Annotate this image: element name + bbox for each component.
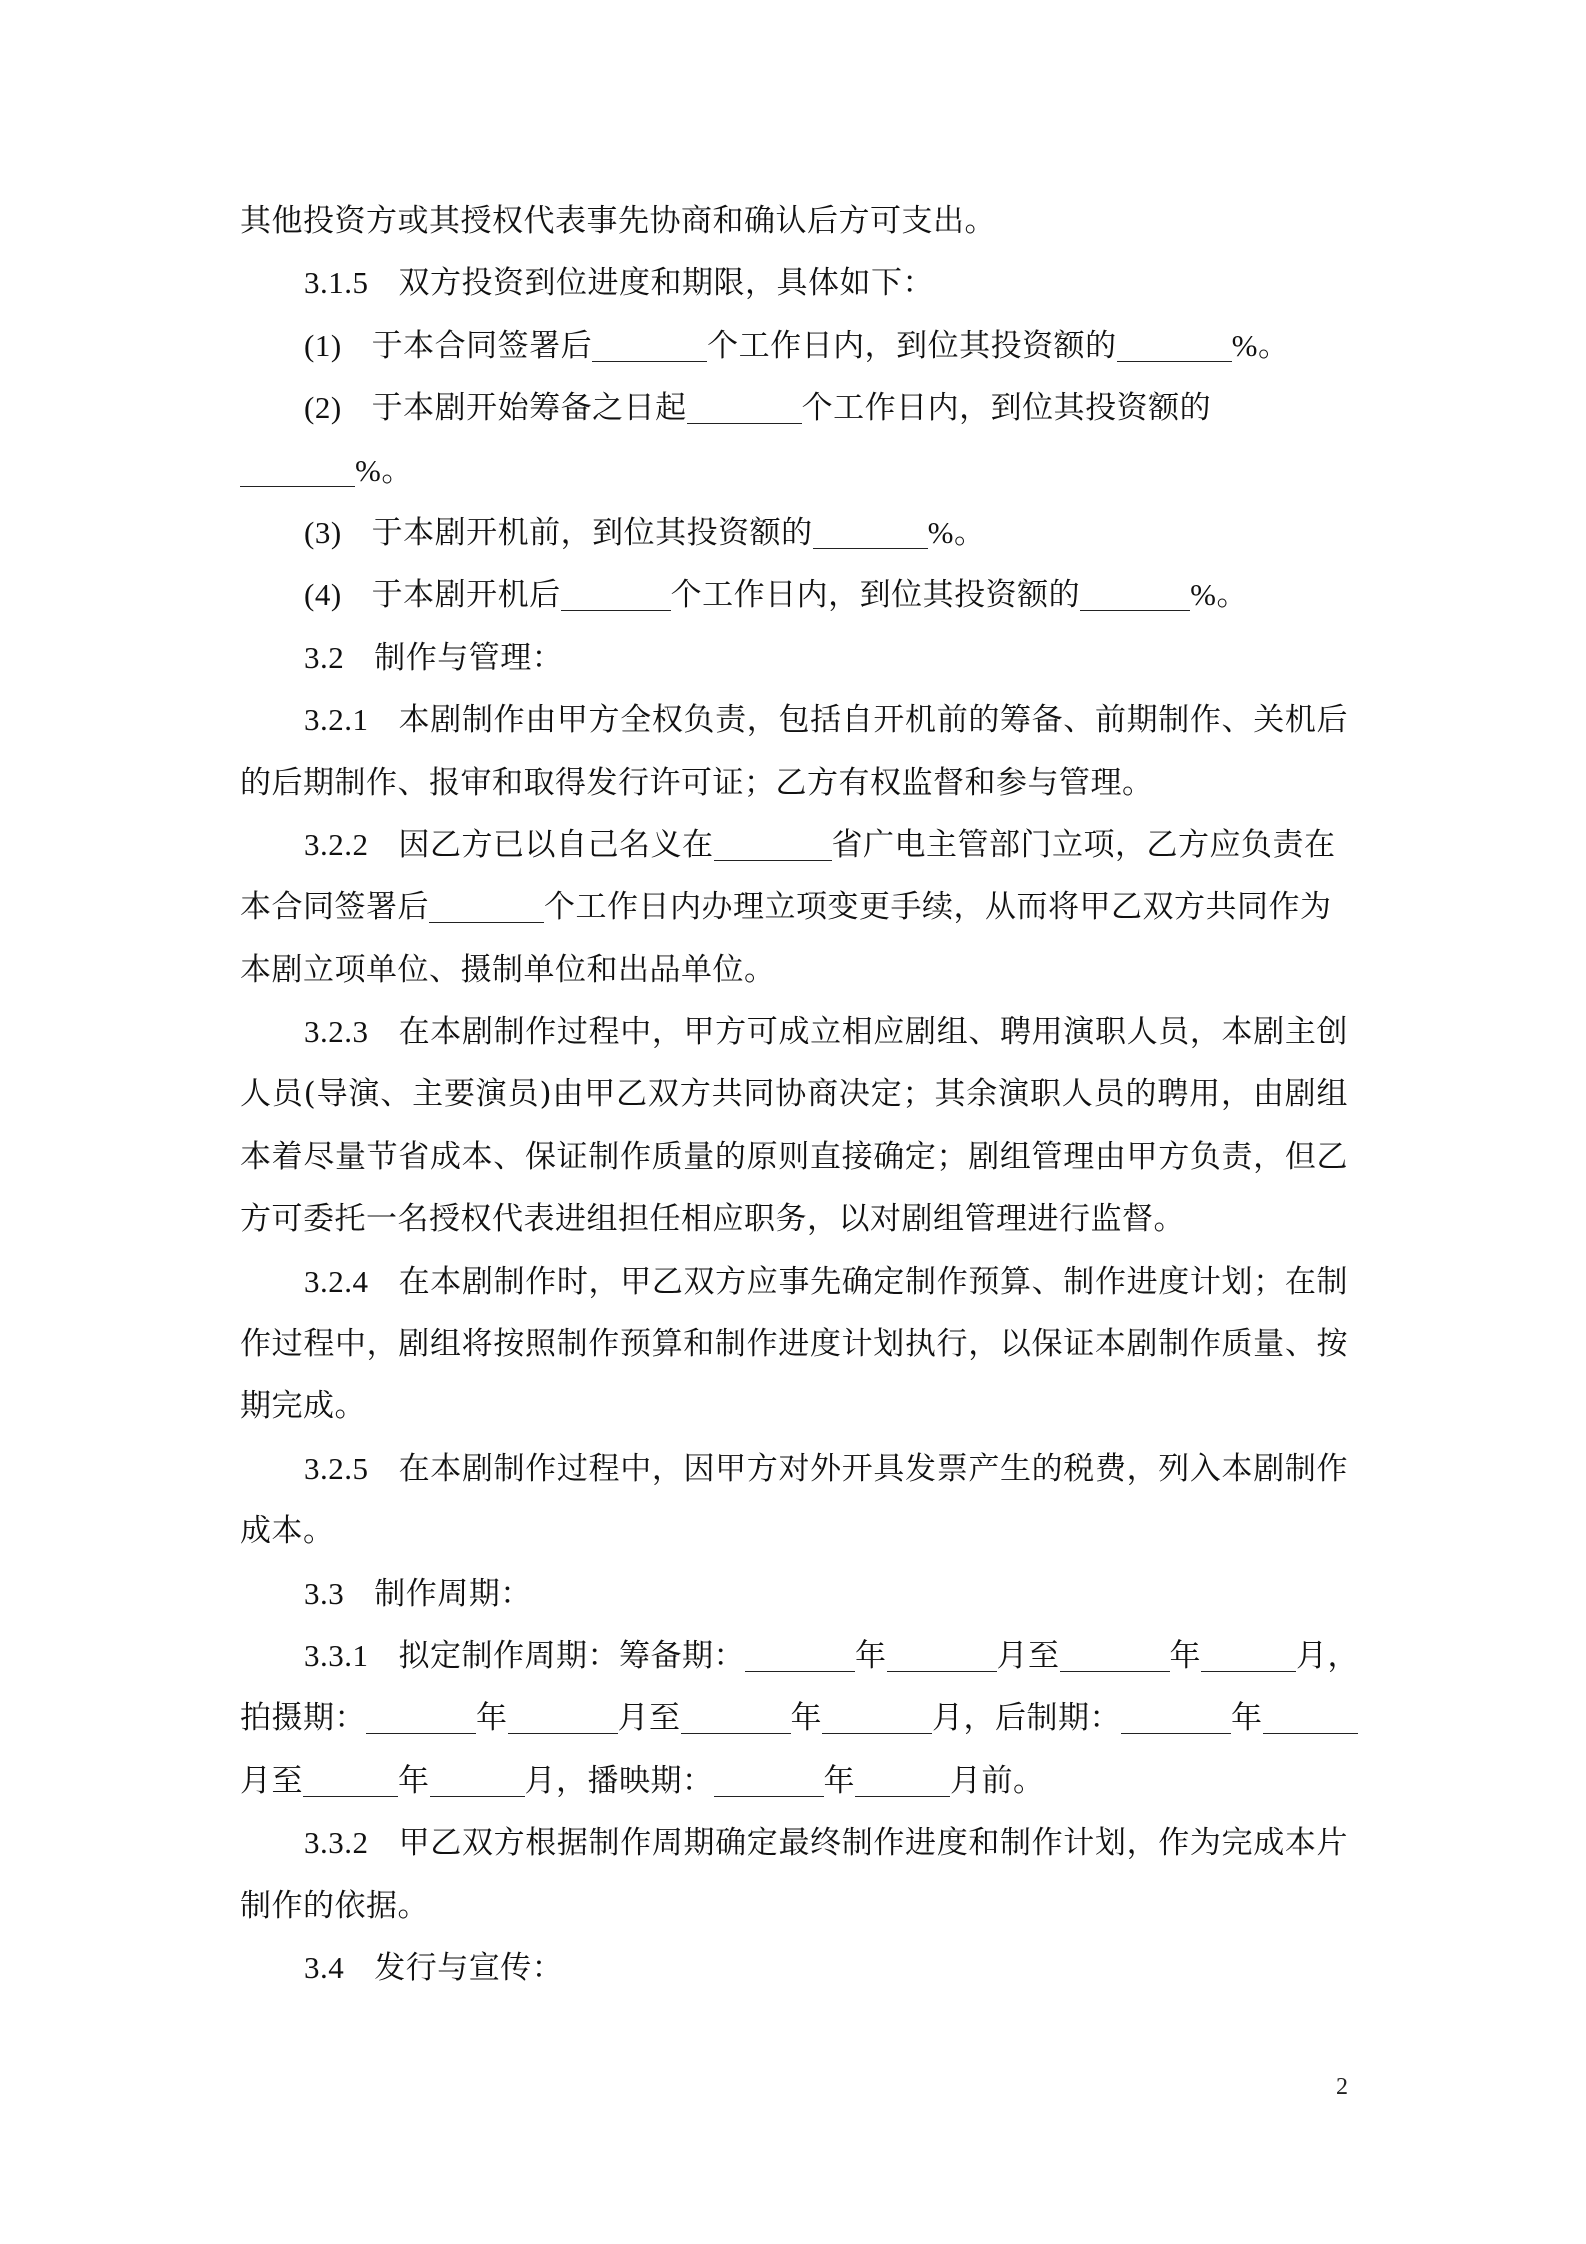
- clause-3-2-3: [240, 1001, 1348, 1063]
- blank-field[interactable]: [714, 824, 832, 861]
- clause-3-2-5: [240, 1438, 1348, 1500]
- clause-number: 3.2.2: [304, 826, 369, 862]
- text: 于本剧开始筹备之日起: [371, 390, 687, 427]
- blank-field[interactable]: [1263, 1697, 1358, 1734]
- blank-field[interactable]: [508, 1697, 618, 1734]
- blank-field[interactable]: [887, 1635, 997, 1672]
- clause-3-2-1: [240, 689, 1348, 751]
- text: 其他投资方或其授权代表事先协商和确认后方可支出。: [240, 203, 996, 239]
- text: 本剧立项单位、摄制单位和出品单位。: [240, 951, 776, 988]
- blank-field[interactable]: [681, 1697, 791, 1734]
- clause-3-2-4: [240, 1251, 1348, 1313]
- text: 甲乙双方根据制作周期确定最终制作进度和制作计划，作为完成本片: [398, 1825, 1348, 1862]
- schedule-item-2: [240, 377, 1348, 439]
- text: 人员(导演、主要演员)由甲乙双方共同协商决定；其余演职人员的聘用，由剧组: [240, 1076, 1348, 1113]
- text: 个工作日内，到位其投资额的: [670, 577, 1081, 614]
- paragraph-line: [240, 1375, 1348, 1437]
- paragraph-line: [240, 1063, 1348, 1125]
- blank-field[interactable]: [813, 512, 928, 549]
- section-number: 3.2: [304, 639, 345, 675]
- paragraph-line: [240, 752, 1348, 814]
- section-title: 制作周期：: [374, 1575, 532, 1612]
- section-3-2-heading: [240, 627, 1348, 689]
- clause-3-3-1: [240, 1625, 1359, 1687]
- item-number: (2): [304, 390, 342, 426]
- clause-number: 3.2.1: [304, 702, 369, 738]
- item-number: (4): [304, 577, 342, 613]
- text: 本合同签署后: [240, 889, 429, 926]
- clause-number: 3.2.5: [304, 1450, 369, 1486]
- page-number: 2: [1336, 2074, 1348, 2100]
- paragraph-line: [240, 1875, 1348, 1937]
- schedule-item-4: [240, 564, 1348, 626]
- text: 个工作日内办理立项变更手续，从而将甲乙双方共同作为: [544, 889, 1332, 926]
- text: 省广电主管部门立项，乙方应负责在: [831, 826, 1336, 863]
- text: 本剧制作由甲方全权负责，包括自开机前的筹备、前期制作、关机后: [398, 702, 1348, 739]
- blank-field[interactable]: [1201, 1635, 1296, 1672]
- text: %。: [355, 452, 413, 488]
- text: 于本剧开机前，到位其投资额的: [371, 514, 813, 551]
- section-number: 3.4: [304, 1949, 345, 1985]
- text: 月至: [240, 1762, 303, 1799]
- paragraph-line: [240, 190, 1348, 252]
- blank-field[interactable]: [1060, 1635, 1170, 1672]
- blank-field[interactable]: [592, 325, 707, 362]
- blank-field[interactable]: [303, 1760, 398, 1797]
- item-number: (1): [304, 327, 342, 363]
- paragraph-line: [240, 1750, 1348, 1812]
- text: 拟定制作周期：筹备期：: [398, 1637, 745, 1674]
- schedule-item-1: [240, 315, 1348, 377]
- clause-number: 3.1.5: [304, 265, 369, 301]
- text: 方可委托一名授权代表进组担任相应职务，以对剧组管理进行监督。: [240, 1201, 1185, 1238]
- section-title: 制作与管理：: [374, 639, 564, 676]
- text: 个工作日内，到位其投资额的: [801, 390, 1212, 427]
- text: 月，播映期：: [524, 1762, 714, 1799]
- blank-field[interactable]: [429, 886, 544, 923]
- blank-field[interactable]: [687, 387, 802, 424]
- text: 年: [790, 1700, 822, 1737]
- paragraph-line: [240, 1188, 1348, 1250]
- schedule-item-2-cont: [240, 440, 1348, 502]
- text: 制作的依据。: [240, 1887, 429, 1924]
- text: 的后期制作、报审和取得发行许可证；乙方有权监督和参与管理。: [240, 764, 1154, 801]
- blank-field[interactable]: [240, 450, 355, 487]
- text: 在本剧制作时，甲乙双方应事先确定制作预算、制作进度计划；在制: [398, 1263, 1348, 1300]
- text: 在本剧制作过程中，甲方可成立相应剧组、聘用演职人员，本剧主创: [398, 1014, 1348, 1051]
- text: 年: [476, 1700, 508, 1737]
- paragraph-line: [240, 939, 1348, 1001]
- section-3-3-heading: [240, 1563, 1348, 1625]
- section-3-4-heading: [240, 1937, 1348, 1999]
- schedule-item-3: [240, 502, 1348, 564]
- blank-field[interactable]: [1121, 1697, 1231, 1734]
- text: 年: [823, 1762, 855, 1799]
- text: 个工作日内，到位其投资额的: [707, 327, 1117, 364]
- blank-field[interactable]: [561, 574, 671, 611]
- clause-number: 3.2.4: [304, 1263, 369, 1299]
- text: 作过程中，剧组将按照制作预算和制作进度计划执行，以保证本剧制作质量、按: [240, 1326, 1348, 1363]
- blank-field[interactable]: [714, 1760, 824, 1797]
- text: 因乙方已以自己名义在: [398, 826, 714, 863]
- clause-3-2-2: [240, 814, 1348, 876]
- text: 月至: [996, 1637, 1060, 1674]
- text: 本着尽量节省成本、保证制作质量的原则直接确定；剧组管理由甲方负责，但乙: [240, 1138, 1348, 1175]
- paragraph-line: [240, 1500, 1348, 1562]
- text: 月，后制期：: [932, 1700, 1121, 1737]
- paragraph-line: [240, 1313, 1348, 1375]
- text: 在本剧制作过程中，因甲方对外开具发票产生的税费，列入本剧制作: [398, 1450, 1348, 1487]
- clause-number: 3.3.2: [304, 1825, 369, 1861]
- text: 双方投资到位进度和期限，具体如下：: [398, 265, 934, 302]
- text: 月至: [617, 1700, 681, 1737]
- paragraph-line: [240, 876, 1348, 938]
- clause-number: 3.2.3: [304, 1014, 369, 1050]
- clause-3-3-2: [240, 1812, 1348, 1874]
- document-body: [240, 190, 1359, 1999]
- blank-field[interactable]: [745, 1635, 855, 1672]
- text: 于本合同签署后: [371, 327, 593, 364]
- text: 月，: [1296, 1637, 1359, 1674]
- blank-field[interactable]: [822, 1697, 932, 1734]
- section-title: 发行与宣传：: [374, 1949, 564, 1986]
- text: 期完成。: [240, 1388, 366, 1425]
- text: 于本剧开机后: [371, 577, 561, 614]
- clause-number: 3.3.1: [304, 1637, 369, 1673]
- text: 年: [1231, 1700, 1263, 1737]
- paragraph-line: [240, 1126, 1348, 1188]
- blank-field[interactable]: [430, 1760, 525, 1797]
- text: %。: [1231, 327, 1290, 363]
- text: 月前。: [950, 1762, 1045, 1799]
- text: 拍摄期：: [240, 1700, 366, 1737]
- text: %。: [1190, 577, 1248, 613]
- item-number: (3): [304, 514, 342, 550]
- text: 成本。: [240, 1513, 335, 1550]
- text: 年: [855, 1637, 887, 1674]
- blank-field[interactable]: [855, 1760, 950, 1797]
- blank-field[interactable]: [1117, 325, 1232, 362]
- section-number: 3.3: [304, 1575, 345, 1611]
- clause-3-1-5: [240, 252, 1348, 314]
- paragraph-line: [240, 1687, 1348, 1749]
- text: %。: [927, 514, 986, 550]
- blank-field[interactable]: [366, 1697, 476, 1734]
- text: 年: [398, 1762, 430, 1799]
- blank-field[interactable]: [1080, 574, 1190, 611]
- text: 年: [1169, 1637, 1201, 1674]
